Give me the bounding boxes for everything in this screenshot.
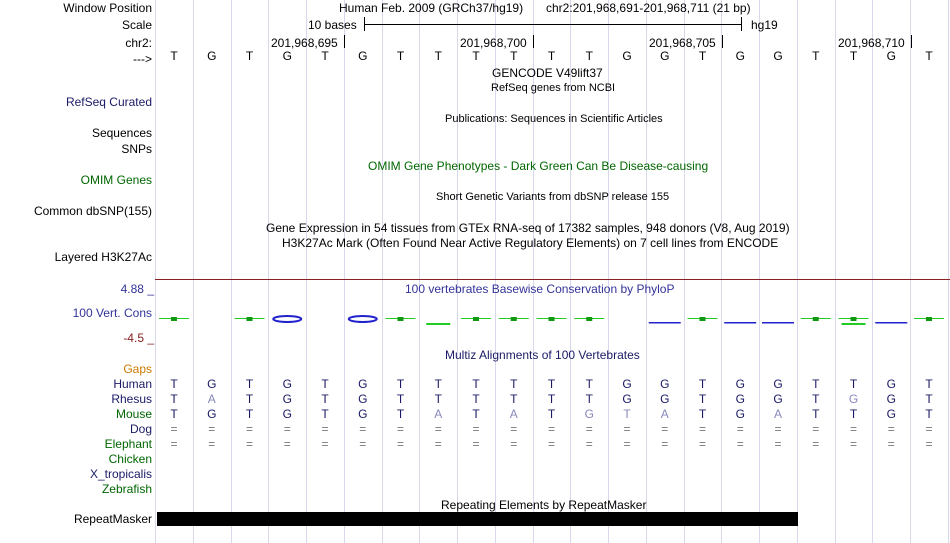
chr-label: chr2: — [125, 36, 152, 50]
alignment-base: = — [698, 437, 706, 451]
alignment-base: T — [510, 377, 518, 391]
alignment-base: T — [472, 392, 480, 406]
alignment-base: G — [282, 392, 292, 406]
sequence-base: G — [282, 49, 292, 63]
alignment-base: = — [170, 437, 178, 451]
alignment-base: G — [660, 377, 670, 391]
alignment-base: T — [321, 407, 329, 421]
gtex-title[interactable]: Gene Expression in 54 tissues from GTEx RNA-seq of 17382 samples, 948 donors (V8, Aug 2019) — [266, 221, 790, 235]
conservation-mark — [247, 317, 253, 321]
refseq-title[interactable]: RefSeq genes from NCBI — [491, 82, 616, 94]
sequence-base: T — [925, 49, 933, 63]
omim-title[interactable]: OMIM Gene Phenotypes - Dark Green Can Be Disease-causing — [368, 159, 709, 173]
conservation-mark — [273, 316, 301, 322]
alignment-base: G — [584, 407, 594, 421]
alignment-base: T — [585, 377, 593, 391]
alignment-base: = — [698, 422, 706, 436]
alignment-base: T — [396, 392, 405, 406]
dbsnp-title[interactable]: Short Genetic Variants from dbSNP release 155 — [436, 191, 670, 203]
sequence-base: G — [207, 49, 217, 63]
alignment-base: G — [622, 377, 632, 391]
alignment-base: G — [886, 407, 896, 421]
coord-tick-label: 201,968,705 — [649, 36, 716, 50]
position-text: chr2:201,968,691-201,968,711 (21 bp) — [546, 1, 751, 15]
alignment-base: G — [358, 377, 368, 391]
alignment-base: T — [245, 407, 254, 421]
alignment-base: = — [208, 437, 216, 451]
multiz-title[interactable]: Multiz Alignments of 100 Vertebrates — [445, 348, 640, 362]
sequence-base: G — [622, 49, 632, 63]
alignment-base: A — [660, 407, 669, 421]
conservation-mark — [586, 317, 592, 321]
species-label-human[interactable]: Human — [113, 377, 152, 391]
alignment-base: T — [170, 377, 178, 391]
alignment-base: = — [547, 437, 555, 451]
alignment-base: T — [925, 377, 933, 391]
window-position-label: Window Position — [63, 1, 152, 15]
alignment-base: = — [887, 422, 895, 436]
cons-min-label: -4.5 _ — [123, 331, 154, 345]
alignment-base: = — [849, 437, 857, 451]
alignment-base: = — [245, 422, 253, 436]
alignment-base: = — [283, 437, 291, 451]
sequence-base: T — [321, 49, 329, 63]
conservation-mark — [813, 317, 819, 321]
alignment-base: T — [396, 377, 405, 391]
strand-arrow-label: ---> — [133, 52, 152, 66]
sequence-base: T — [812, 49, 820, 63]
scale-text: 10 bases — [308, 18, 357, 32]
sequence-base: T — [510, 49, 518, 63]
alignment-base: T — [245, 377, 254, 391]
alignment-base: = — [434, 437, 442, 451]
alignment-base: T — [170, 392, 178, 406]
alignment-base: = — [812, 422, 820, 436]
alignment-base: G — [358, 392, 368, 406]
gencode-title[interactable]: GENCODE V49lift37 — [492, 66, 603, 80]
sequence-base: T — [849, 49, 858, 63]
alignment-base: T — [698, 392, 707, 406]
sequence-base: G — [735, 49, 745, 63]
alignment-base: G — [735, 377, 745, 391]
alignment-base: = — [245, 437, 253, 451]
alignment-base: T — [623, 407, 631, 421]
alignment-base: T — [849, 407, 858, 421]
alignment-base: = — [585, 437, 593, 451]
alignment-base: = — [887, 437, 895, 451]
sequence-base: T — [547, 49, 556, 63]
sequence-base: T — [396, 49, 405, 63]
sequence-base: G — [358, 49, 368, 63]
sequence-base: T — [245, 49, 254, 63]
alignment-base: = — [359, 437, 367, 451]
alignment-base: T — [849, 377, 858, 391]
alignment-base: T — [698, 407, 707, 421]
sequence-base: T — [434, 49, 442, 63]
alignment-base: A — [773, 407, 782, 421]
h3k27ac-title[interactable]: H3K27Ac Mark (Often Found Near Active Regulatory Elements) on 7 cell lines from ENCODE — [282, 236, 779, 250]
sequence-base: G — [886, 49, 896, 63]
alignment-base: = — [321, 437, 329, 451]
repeatmasker-title[interactable]: Repeating Elements by RepeatMasker — [441, 498, 647, 512]
alignment-base: T — [812, 377, 820, 391]
alignment-base: T — [472, 407, 480, 421]
coord-tick-label: 201,968,695 — [271, 36, 338, 50]
alignment-base: G — [735, 407, 745, 421]
species-label-elephant[interactable]: Elephant — [104, 437, 152, 451]
alignment-base: = — [396, 437, 404, 451]
alignment-base: = — [547, 422, 555, 436]
alignment-base: = — [661, 422, 669, 436]
100-vert-cons-label[interactable]: 100 Vert. Cons — [72, 306, 152, 320]
conservation-mark — [762, 322, 794, 324]
repeat-element-bar[interactable] — [157, 512, 798, 526]
alignment-base: = — [359, 422, 367, 436]
alignment-base: = — [283, 422, 291, 436]
alignment-base: = — [510, 437, 518, 451]
conservation-mark — [875, 322, 907, 324]
alignment-base: = — [170, 422, 178, 436]
alignment-base: = — [396, 422, 404, 436]
alignment-base: T — [510, 392, 518, 406]
alignment-base: T — [925, 407, 933, 421]
alignment-base: T — [925, 392, 933, 406]
alignment-base: T — [434, 377, 442, 391]
alignment-base: G — [886, 392, 896, 406]
conservation-mark — [473, 317, 479, 321]
alignment-base: T — [245, 392, 254, 406]
alignment-base: G — [660, 392, 670, 406]
sequence-base: G — [773, 49, 783, 63]
common-dbsnp-label[interactable]: Common dbSNP(155) — [33, 204, 152, 218]
conservation-mark — [649, 322, 681, 324]
publications-title[interactable]: Publications: Sequences in Scientific Articles — [445, 113, 663, 125]
conservation-mark — [398, 317, 404, 321]
coord-tick-label: 201,968,710 — [838, 36, 905, 50]
conservation-mark — [171, 317, 177, 321]
alignment-base: A — [509, 407, 518, 421]
alignment-base: = — [849, 422, 857, 436]
alignment-base: G — [773, 392, 783, 406]
alignment-base: T — [170, 407, 178, 421]
alignment-base: G — [207, 407, 217, 421]
alignment-base: T — [585, 392, 593, 406]
species-label-dog[interactable]: Dog — [129, 422, 152, 436]
alignment-base: = — [472, 422, 480, 436]
repeatmasker-label[interactable]: RepeatMasker — [73, 512, 152, 526]
sequences-label[interactable]: Sequences — [91, 126, 152, 140]
alignment-base: T — [321, 392, 329, 406]
conservation-mark — [549, 317, 555, 321]
alignment-base: = — [585, 422, 593, 436]
alignment-base: G — [848, 392, 859, 406]
alignment-base: T — [321, 377, 329, 391]
alignment-base: = — [812, 437, 820, 451]
snps-label[interactable]: SNPs — [121, 142, 152, 156]
alignment-base: = — [208, 422, 216, 436]
sequence-base: T — [472, 49, 480, 63]
alignment-base: G — [886, 377, 896, 391]
alignment-base: = — [736, 422, 744, 436]
alignment-base: T — [547, 392, 556, 406]
alignment-base: = — [925, 437, 933, 451]
alignment-base: G — [735, 392, 745, 406]
alignment-base: A — [207, 392, 216, 406]
conservation-mark — [851, 317, 857, 321]
conservation-mark — [700, 317, 706, 321]
alignment-base: T — [547, 377, 556, 391]
alignment-base: G — [622, 392, 632, 406]
alignment-base: = — [321, 422, 329, 436]
alignment-base: = — [434, 422, 442, 436]
alignment-base: T — [812, 392, 820, 406]
alignment-base: T — [434, 392, 442, 406]
species-label-mouse[interactable]: Mouse — [115, 407, 152, 421]
species-label-rhesus[interactable]: Rhesus — [111, 392, 152, 406]
alignment-base: G — [773, 377, 783, 391]
scale-label: Scale — [121, 18, 152, 32]
conservation-mark — [511, 317, 517, 321]
species-label-zebrafish[interactable]: Zebrafish — [101, 482, 152, 496]
alignment-base: = — [623, 437, 631, 451]
alignment-base: = — [623, 422, 631, 436]
sequence-base: T — [698, 49, 707, 63]
alignment-base: T — [547, 407, 556, 421]
alignment-base: T — [698, 377, 707, 391]
conservation-mark — [724, 322, 756, 324]
sequence-base: G — [660, 49, 670, 63]
alignment-base: = — [774, 437, 782, 451]
alignment-base: T — [472, 377, 480, 391]
alignment-base: G — [282, 377, 292, 391]
cons-max-label: 4.88 _ — [120, 282, 154, 296]
conservation-mark — [926, 317, 932, 321]
alignment-base: G — [207, 377, 217, 391]
alignment-base: = — [510, 422, 518, 436]
sequence-base: T — [170, 49, 178, 63]
alignment-base: T — [396, 407, 405, 421]
coord-tick-label: 201,968,700 — [460, 36, 527, 50]
alignment-base: G — [282, 407, 292, 421]
alignment-base: = — [661, 437, 669, 451]
alignment-base: = — [736, 437, 744, 451]
alignment-base: = — [774, 422, 782, 436]
species-label-chicken[interactable]: Chicken — [108, 452, 152, 466]
alignment-base: = — [925, 422, 933, 436]
assembly-text: Human Feb. 2009 (GRCh37/hg19) — [339, 1, 524, 15]
alignment-base: G — [358, 407, 368, 421]
layered-h3k27ac-label[interactable]: Layered H3K27Ac — [54, 250, 152, 264]
sequence-base: T — [585, 49, 593, 63]
alignment-base: A — [434, 407, 443, 421]
omim-genes-label[interactable]: OMIM Genes — [80, 173, 152, 187]
alignment-base: T — [812, 407, 820, 421]
conservation-mark — [842, 323, 866, 325]
gaps-label[interactable]: Gaps — [123, 362, 152, 376]
scale-db: hg19 — [751, 18, 778, 32]
conservation-mark — [349, 316, 377, 322]
species-label-x_tropicalis[interactable]: X_tropicalis — [89, 467, 152, 481]
refseq-curated-label[interactable]: RefSeq Curated — [65, 95, 152, 109]
phylop-title[interactable]: 100 vertebrates Basewise Conservation by PhyloP — [405, 282, 675, 296]
alignment-base: = — [472, 437, 480, 451]
conservation-mark — [426, 323, 450, 325]
